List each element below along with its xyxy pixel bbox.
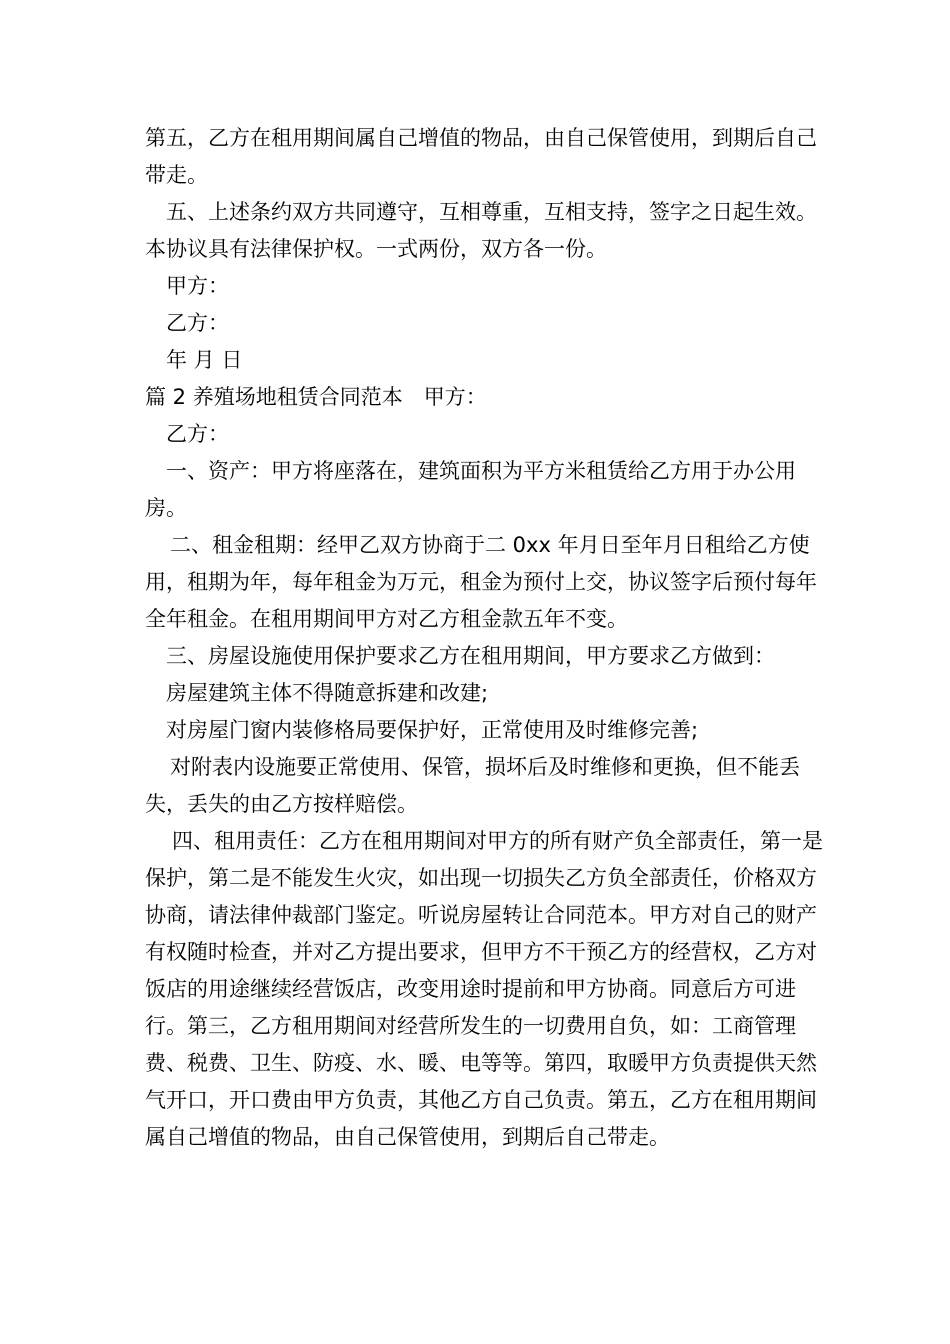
paragraph-rental-liability: 四、租用责任：乙方在租用期间对甲方的所有财产负全部责任，第一是保护，第二是不能发生火灾，如出现一切损失乙方负全部责任，价格双方协商，请法律仲裁部门鉴定。听说房屋转让合同范本。甲方对自己的财产有权随时检查，并对乙方提出要求，但甲方不干预乙方的经营权，乙方对饭店的用途继续经营饭店，改变用途时提前和甲方协商。同意后方可进行。第三，乙方租用期间对经营所发生的一切费用自负，如：工商管理费、税费、卫生、防疫、水、暖、电等等。第四，取暖甲方负责提供天然气开口，开口费由甲方负责，其他乙方自己负责。第五，乙方在租用期间属自己增值的物品，由自己保管使用，到期后自己带走。 (145, 829, 823, 1149)
paragraph-assets: 一、资产：甲方将座落在，建筑面积为平方米租赁给乙方用于办公用房。 (145, 459, 796, 520)
paragraph-fifth-clause: 第五，乙方在租用期间属自己增值的物品，由自己保管使用，到期后自己带走。 (145, 126, 817, 187)
paragraph-clause-five: 五、上述条约双方共同遵守，互相尊重，互相支持，签字之日起生效。本协议具有法律保护权。一式两份，双方各一份。 (145, 200, 817, 261)
document-body (145, 120, 825, 1156)
paragraph-rent-term: 二、租金租期：经甲乙双方协商于二 0xx 年月日至年月日租给乙方使用，租期为年，每年租金为万元，租金为预付上交，协议签字后预付每年全年租金。在租用期间甲方对乙方租金款五年不变。 (145, 533, 817, 631)
signature-party-a: 甲方： (166, 274, 229, 298)
party-b-label: 乙方： (166, 422, 229, 446)
paragraph-no-demolition: 房屋建筑主体不得随意拆建和改建; (166, 681, 489, 705)
paragraph-facility-protection: 三、房屋设施使用保护要求乙方在租用期间，甲方要求乙方做到： (166, 644, 775, 668)
signature-party-b: 乙方： (166, 311, 229, 335)
signature-date: 年 月 日 (166, 348, 243, 372)
section-heading-2: 篇 2 养殖场地租赁合同范本 甲方： (145, 385, 487, 409)
paragraph-doors-windows: 对房屋门窗内装修格局要保护好，正常使用及时维修完善; (166, 718, 699, 742)
paragraph-attached-facilities: 对附表内设施要正常使用、保管，损坏后及时维修和更换，但不能丢失，丢失的由乙方按样赔偿。 (145, 755, 800, 816)
